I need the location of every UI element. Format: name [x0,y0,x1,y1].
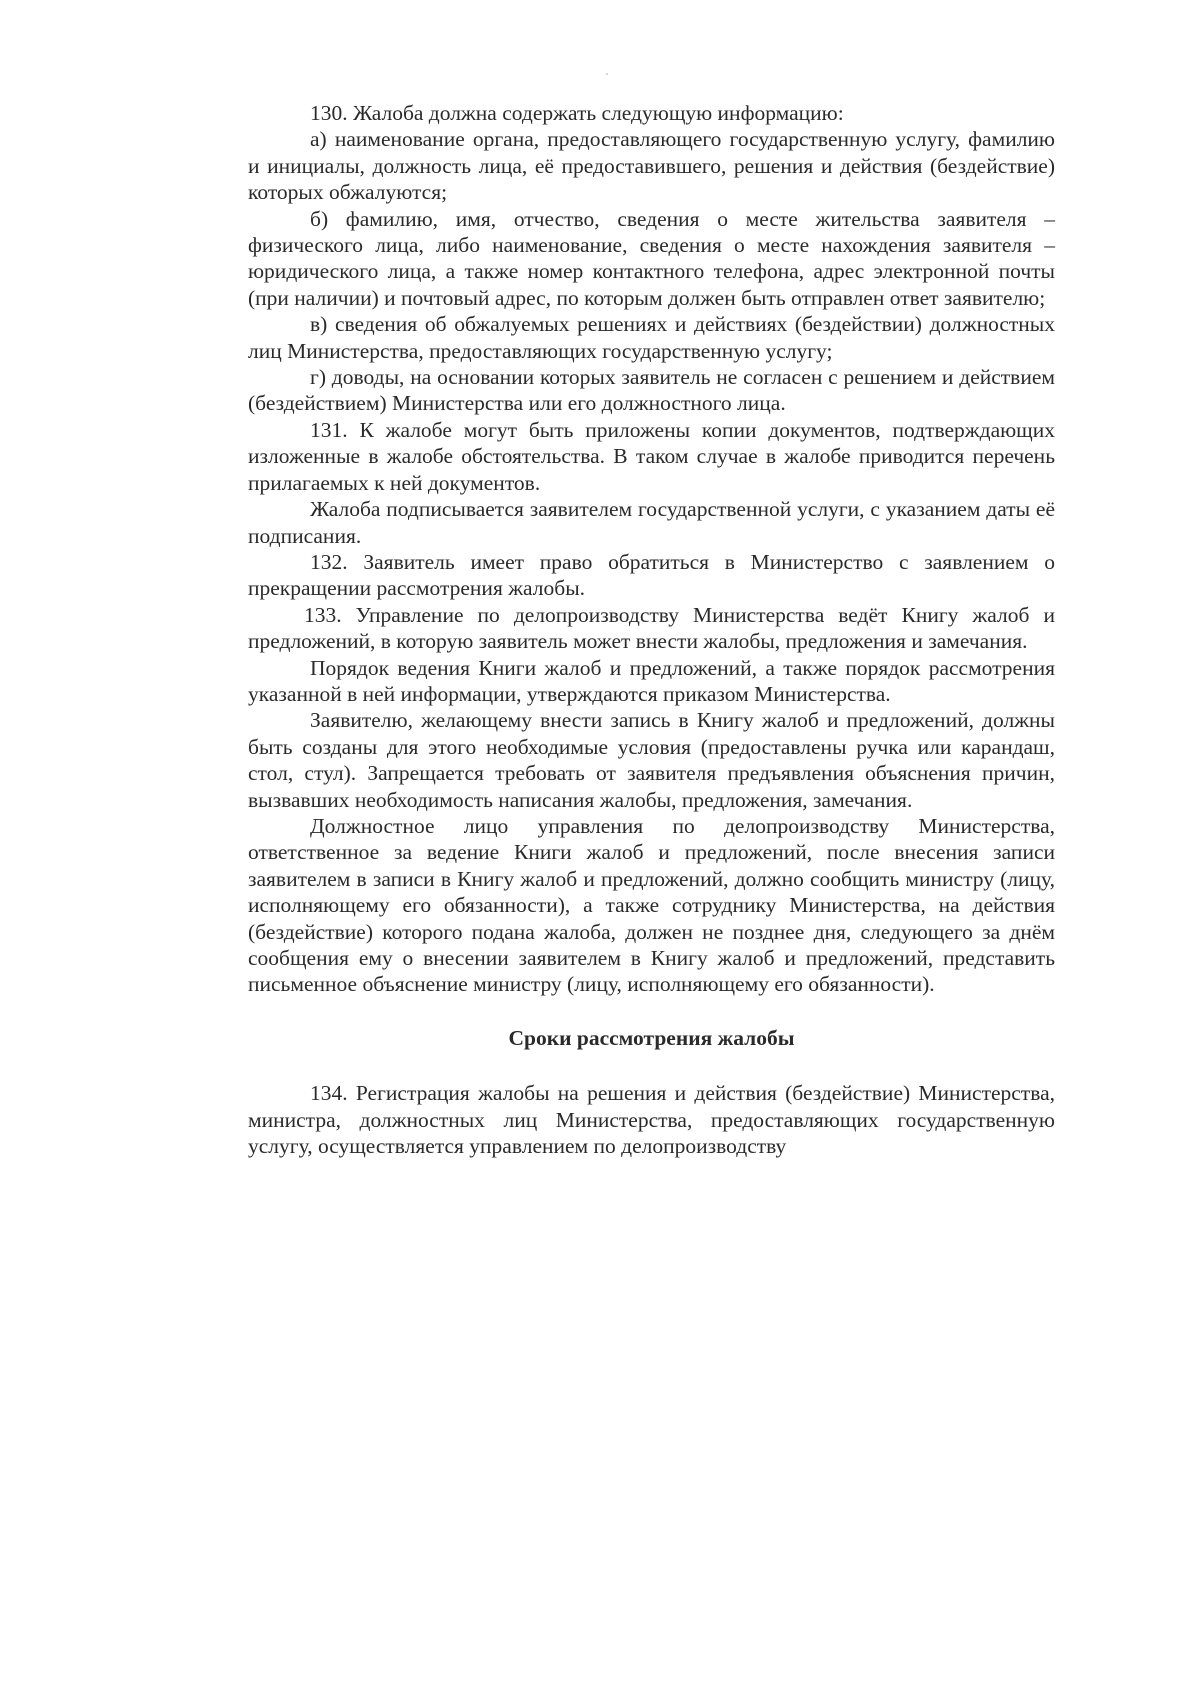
paragraph-130-a: а) наименование органа, предоставляющего государственную услугу, фамилию и инициалы, должность лица, её предоставившего, решения и действия (бездействие) которых обжалуются; [248,127,1055,205]
section-heading: Сроки рассмотрения жалобы [508,1025,795,1050]
paragraph-130: 130. Жалоба должна содержать следующую информацию: [310,101,844,125]
scan-speck [606,73,608,75]
paragraph-132: 132. Заявитель имеет право обратиться в Министерство с заявлением о прекращении рассмотрения жалобы. [248,549,1055,601]
paragraph-130-b: б) фамилию, имя, отчество, сведения о месте жительства заявителя – физического лица, либо наименование, сведения о месте нахождения заявителя – юридического лица, а также номер контактного телефона, адрес электронной почты (при наличии) и почтовый адрес, по которым должен быть отправлен ответ заявителю; [248,206,1055,310]
paragraph-130-v: в) сведения об обжалуемых решениях и действиях (бездействии) должностных лиц Министерства, предоставляющих государственную услугу; [248,312,1055,363]
paragraph-130-g: г) доводы, на основании которых заявитель не согласен с решением и действием (бездействием) Министерства или его должностного лица. [248,365,1055,416]
document-body [248,100,1055,1159]
paragraph-133-official: Должностное лицо управления по делопроизводству Министерства, ответственное за ведение Книги жалоб и предложений, после внесения записи заявителем в записи в Книгу жалоб и предложений, должно сообщить министру (лицу, исполняющему его обязанности), а также сотруднику Министерства, на действия (бездействие) которого подана жалоба, должен не позднее дня, следующего за днём сообщения ему о внесении заявителем в Книгу жалоб и предложений, представить письменное объяснение министру (лицу, исполняющему его обязанности). [248,813,1055,997]
paragraph-134: 134. Регистрация жалобы на решения и действия (бездействие) Министерства, министра, должностных лиц Министерства, предоставляющих государственную услугу, осуществляется управлением по делопроизводству [248,1081,1055,1159]
paragraph-133-conditions: Заявителю, желающему внести запись в Книгу жалоб и предложений, должны быть созданы для этого необходимые условия (предоставлены ручка или карандаш, стол, стул). Запрещается требовать от заявителя предъявления объяснения причин, вызвавших необходимость написания жалобы, предложения, замечания. [248,708,1055,812]
paragraph-133-order: Порядок ведения Книги жалоб и предложений, а также порядок рассмотрения указанной в ней информации, утверждаются приказом Министерства. [248,655,1055,706]
paragraph-131: 131. К жалобе могут быть приложены копии документов, подтверждающих изложенные в жалобе обстоятельства. В таком случае в жалобе приводится перечень прилагаемых к ней документов. [248,417,1055,495]
paragraph-131-signature: Жалоба подписывается заявителем государственной услуги, с указанием даты её подписания. [248,497,1055,548]
paragraph-133: 133. Управление по делопроизводству Министерства ведёт Книгу жалоб и предложений, в которую заявитель может внести жалобы, предложения и замечания. [248,602,1055,654]
